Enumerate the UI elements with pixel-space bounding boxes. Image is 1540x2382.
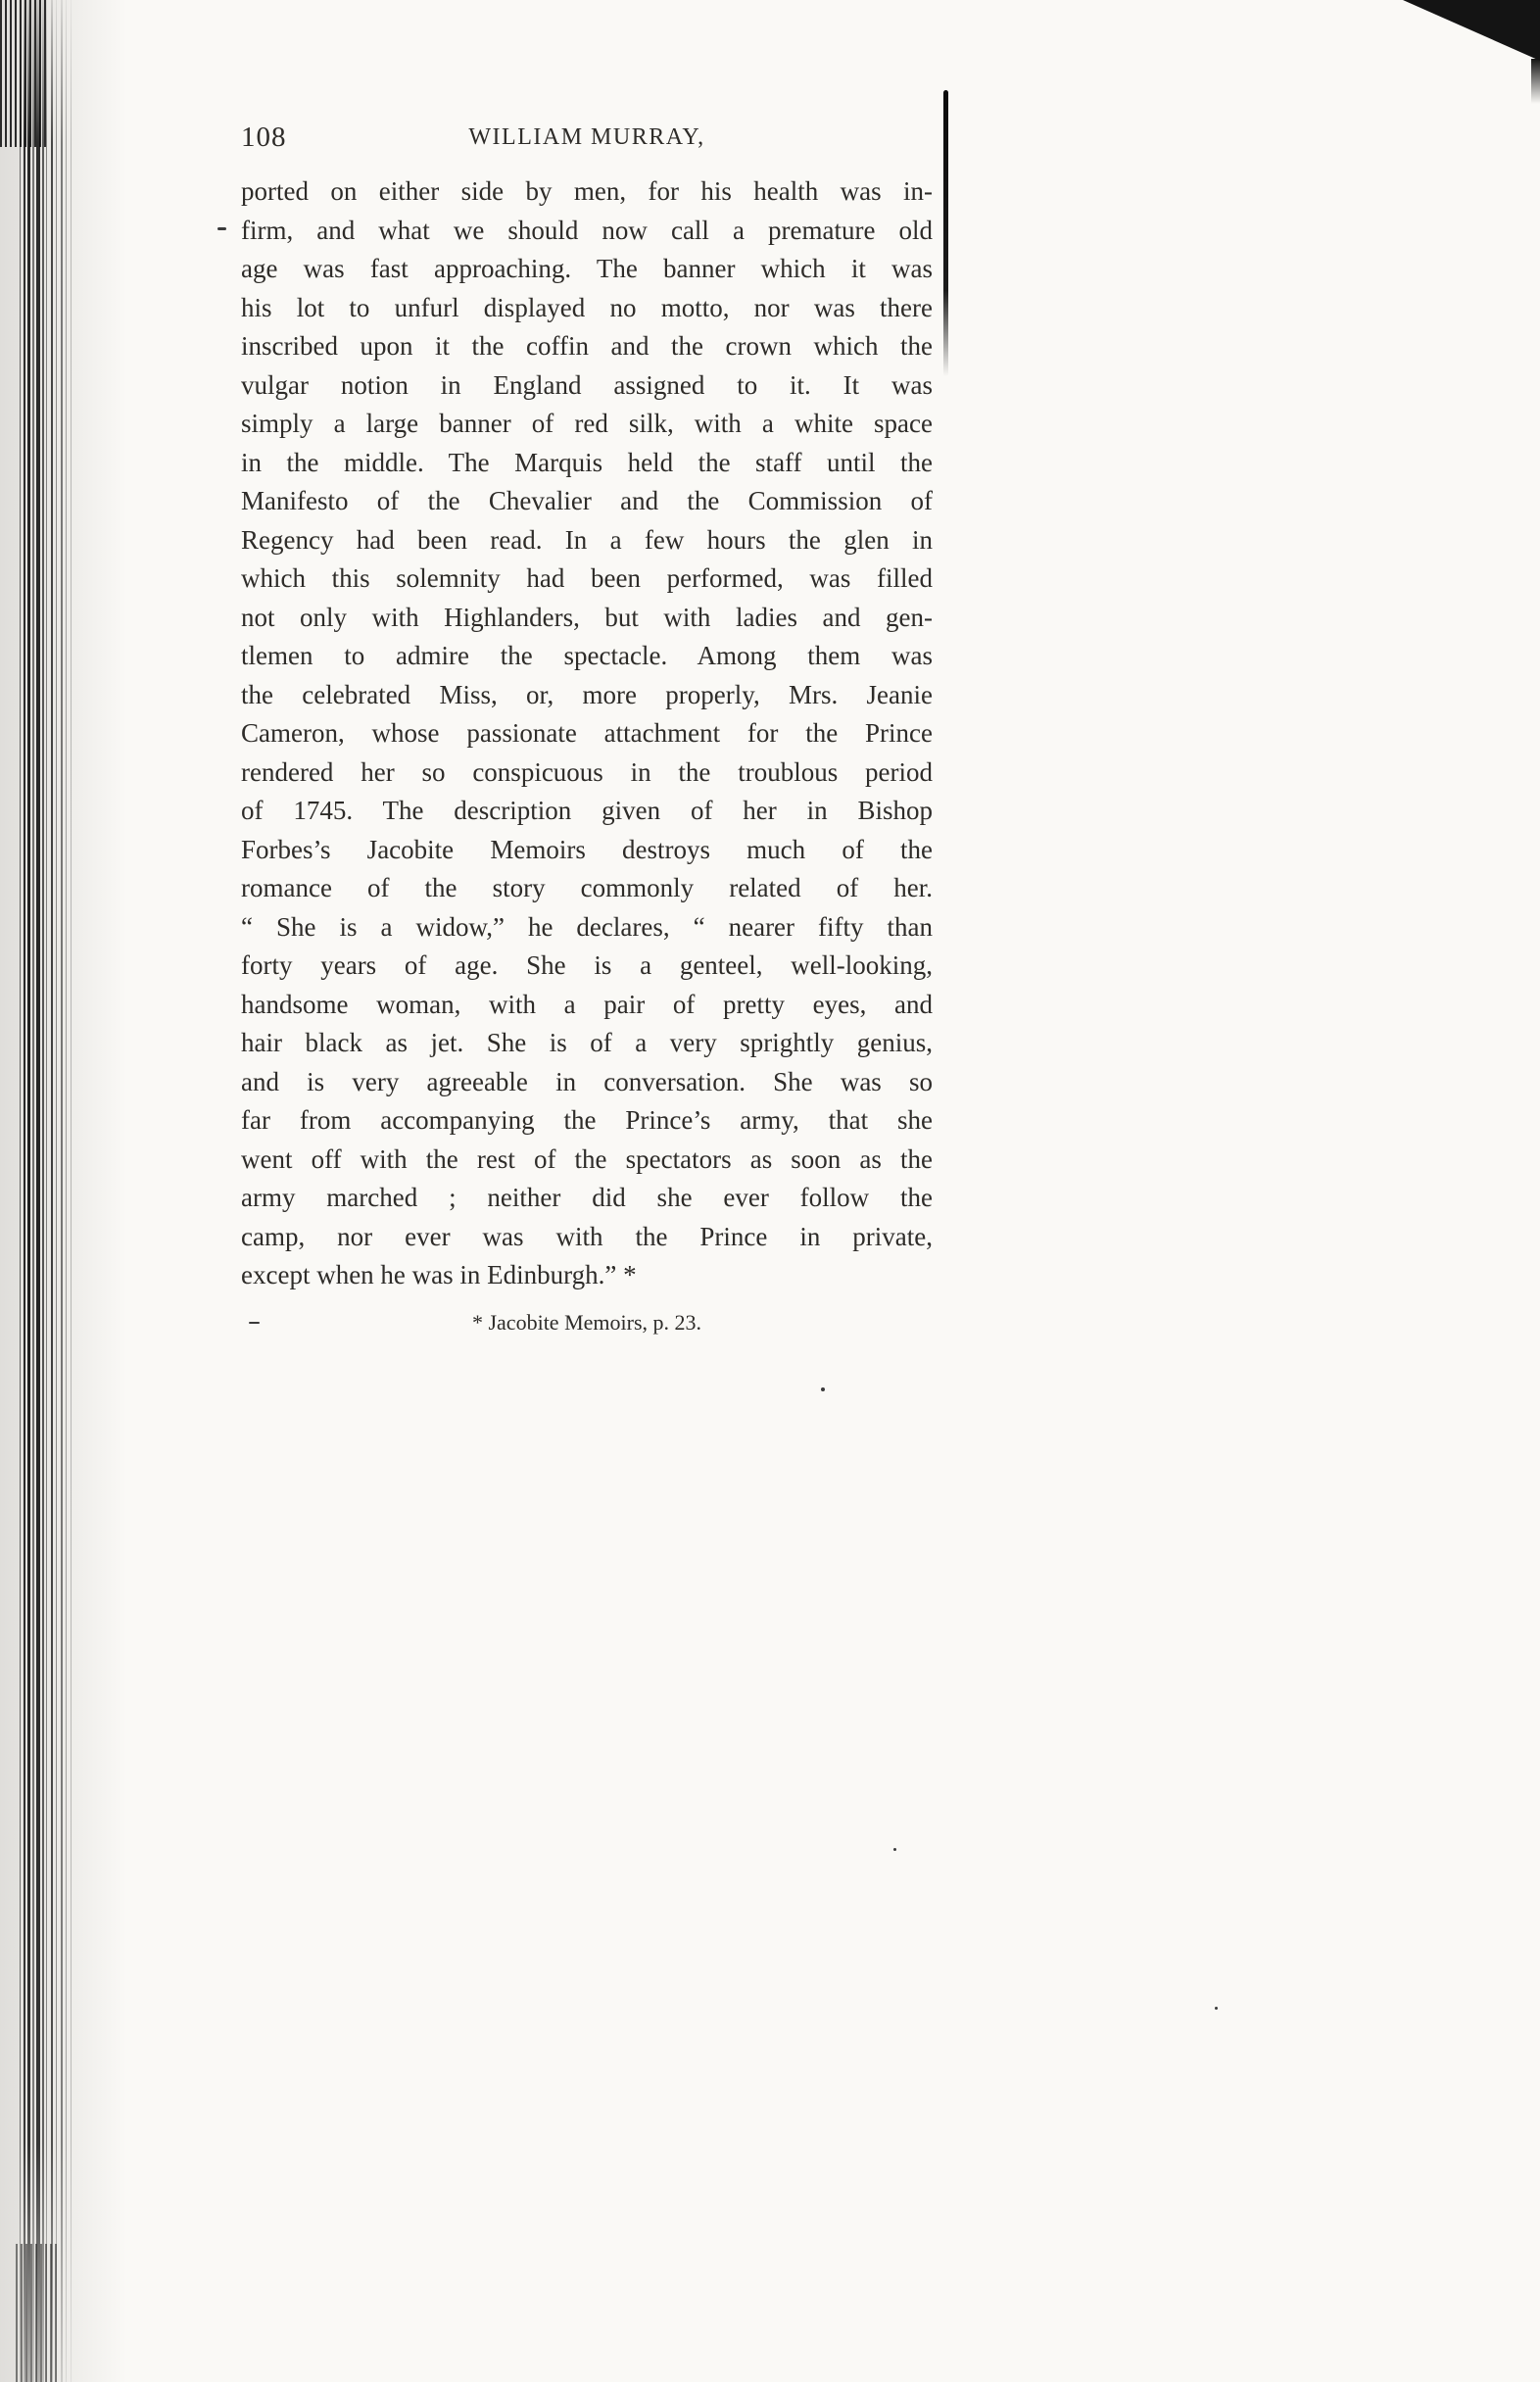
text-line: not only with Highlanders, but with ladies and gen- <box>241 602 933 632</box>
scan-streak <box>42 0 44 2382</box>
scan-streak <box>46 0 47 2382</box>
body-text <box>241 172 933 1295</box>
text-line: age was fast approaching. The banner which it was <box>241 254 933 283</box>
text-line: which this solemnity had been performed, was filled <box>241 563 933 593</box>
text-line: the celebrated Miss, or, more properly, Mrs. Jeanie <box>241 679 933 709</box>
scan-streak <box>27 0 30 2382</box>
text-line: “ She is a widow,” he declares, “ nearer fifty than <box>241 911 933 942</box>
scan-streak <box>71 0 72 2382</box>
scan-streak <box>20 0 21 2382</box>
scan-streak <box>61 0 63 2382</box>
running-head <box>241 122 933 161</box>
scan-hatch-top <box>0 0 47 147</box>
text-line: Manifesto of the Chevalier and the Commission of <box>241 486 933 515</box>
text-line: rendered her so conspicuous in the troublous period <box>241 756 933 787</box>
text-line: inscribed upon it the coffin and the crown which the <box>241 331 933 361</box>
text-line: and is very agreeable in conversation. She was so <box>241 1066 933 1096</box>
scan-streak <box>32 0 34 2382</box>
ink-speck <box>821 1387 825 1391</box>
text-line: far from accompanying the Prince’s army, that she <box>241 1105 933 1135</box>
scan-streak <box>56 0 57 2382</box>
text-line: in the middle. The Marquis held the staff until the <box>241 447 933 477</box>
text-line: of 1745. The description given of her in Bishop <box>241 796 933 825</box>
scan-hatch-bottom <box>16 2244 59 2382</box>
running-header-title: WILLIAM MURRAY, <box>468 124 705 150</box>
page-number: 108 <box>241 122 287 153</box>
text-line: camp, nor ever was with the Prince in private, <box>241 1221 933 1251</box>
ink-speck <box>1215 2007 1218 2010</box>
text-line: his lot to unfurl displayed no motto, nor was there <box>241 292 933 322</box>
scan-streak <box>24 0 25 2382</box>
text-line: firm, and what we should now call a premature old <box>241 215 933 245</box>
text-line: simply a large banner of red silk, with a white space <box>241 409 933 438</box>
page-edge-line <box>943 90 948 376</box>
text-line: Forbes’s Jacobite Memoirs destroys much of the <box>241 834 933 864</box>
scan-streak <box>36 0 40 2382</box>
ink-speck <box>893 1848 896 1851</box>
scan-streak <box>51 0 53 2382</box>
text-line: army marched ; neither did she ever follow the <box>241 1183 933 1212</box>
text-line: Regency had been read. In a few hours the glen in <box>241 524 933 555</box>
ink-speck <box>217 227 226 230</box>
footnote: * Jacobite Memoirs, p. 23. <box>471 1310 702 1335</box>
text-line: handsome woman, with a pair of pretty eyes, and <box>241 989 933 1019</box>
text-line: Cameron, whose passionate attachment for the Prince <box>241 718 933 748</box>
text-line: tlemen to admire the spectacle. Among them was <box>241 641 933 670</box>
corner-fold-artifact <box>1531 59 1540 104</box>
text-line: vulgar notion in England assigned to it. It was <box>241 369 933 400</box>
text-line: romance of the story commonly related of her. <box>241 873 933 902</box>
text-line: hair black as jet. She is of a very sprightly genius, <box>241 1028 933 1057</box>
text-line: forty years of age. She is a genteel, well-looking, <box>241 950 933 980</box>
text-line: ported on either side by men, for his health was in- <box>241 176 933 206</box>
text-line: went off with the rest of the spectators as soon as the <box>241 1143 933 1174</box>
scan-streak <box>66 0 67 2382</box>
corner-fold-artifact <box>1403 0 1540 61</box>
text-line: except when he was in Edinburgh.” * <box>241 1260 637 1289</box>
